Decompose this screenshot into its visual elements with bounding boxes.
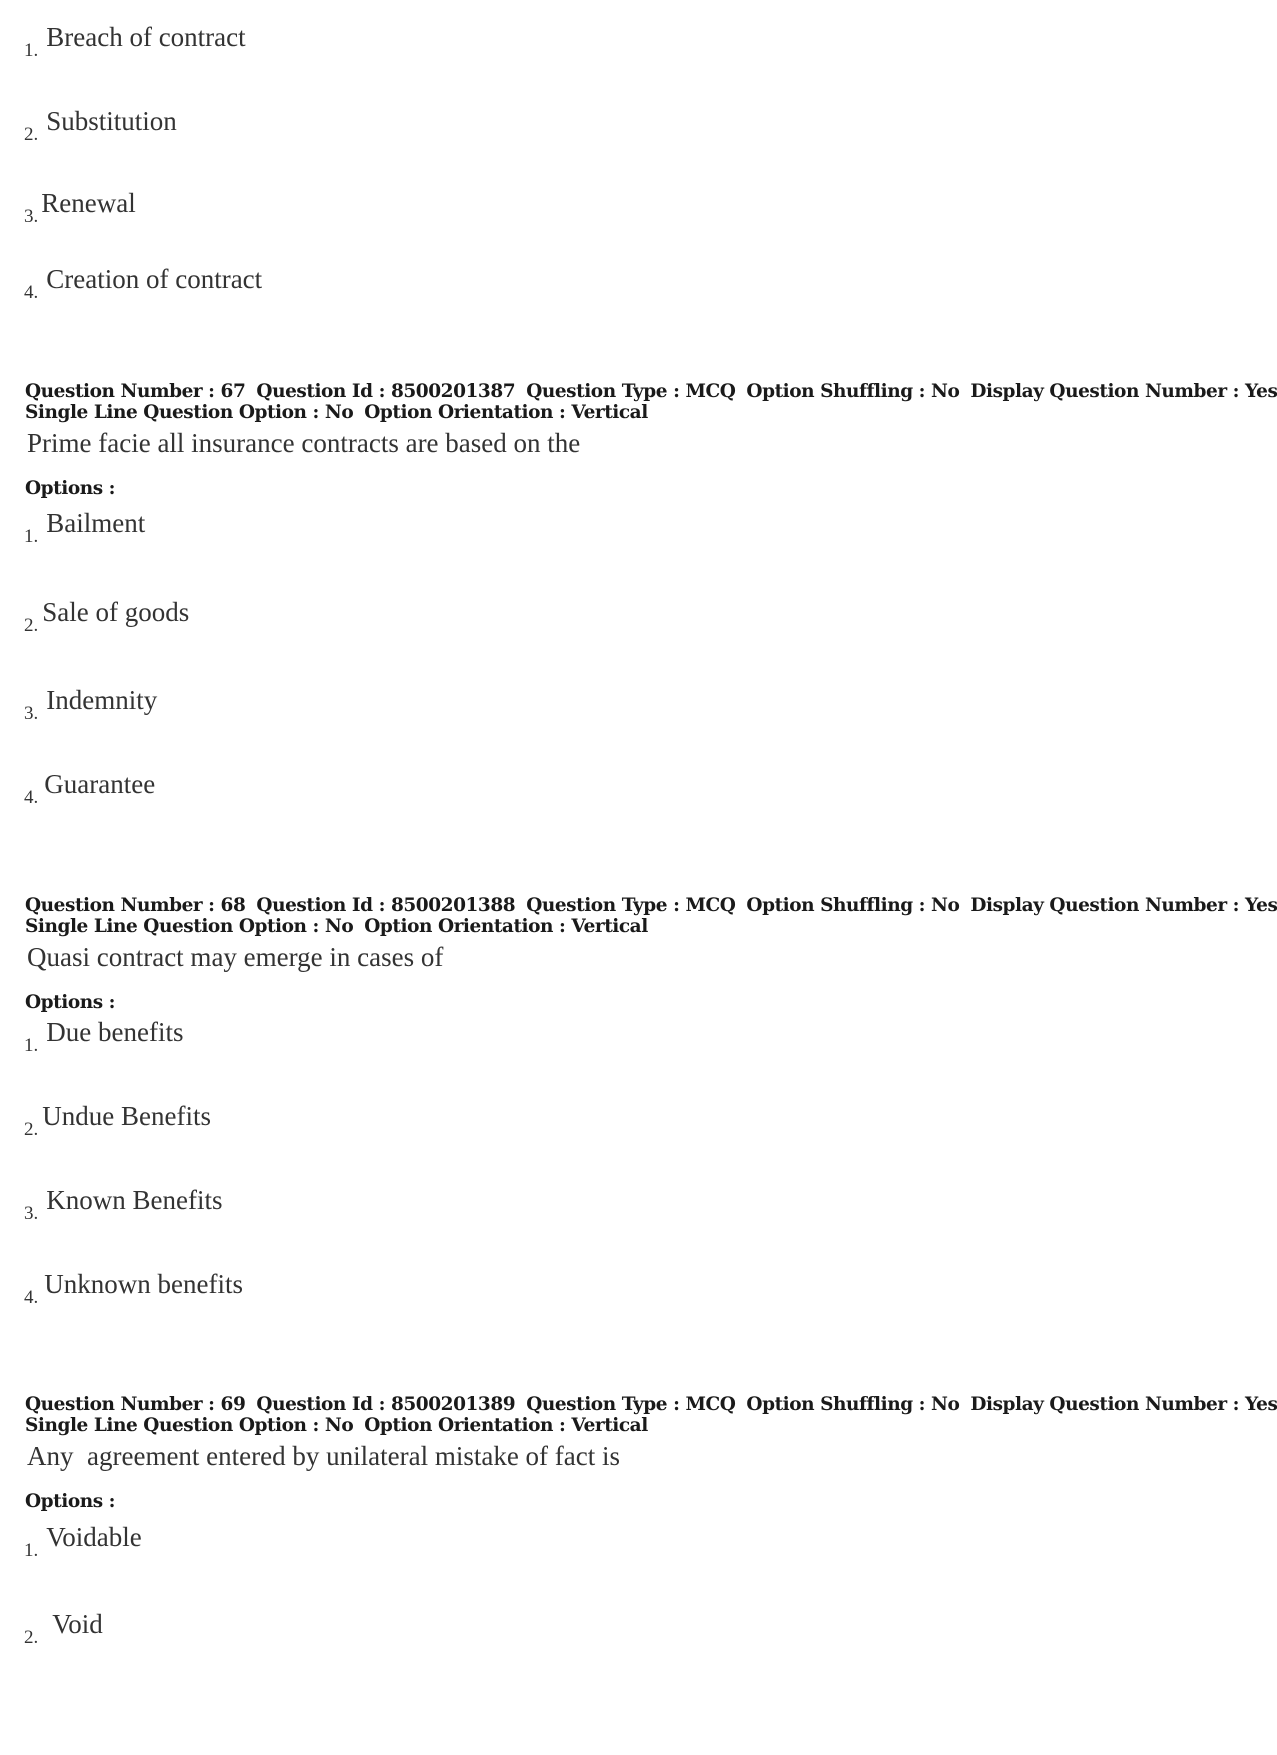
option-text: Voidable [46, 1522, 142, 1552]
options-label: Options : [25, 1491, 116, 1512]
option-text: Indemnity [46, 685, 158, 715]
option-item [24, 1522, 142, 1562]
question-text: Quasi contract may emerge in cases of [27, 942, 444, 972]
option-number: 4. [24, 787, 39, 808]
option-item [24, 1185, 222, 1225]
option-text: Known Benefits [46, 1185, 223, 1215]
option-item [24, 106, 177, 146]
option-number: 1. [24, 1035, 39, 1056]
question-meta-line-1 [25, 1394, 1277, 1415]
option-number: 2. [24, 1627, 39, 1648]
question-id: Question Id : 8500201388 [256, 895, 516, 916]
option-item [24, 1269, 243, 1309]
option-item [24, 1017, 183, 1057]
question-id: Question Id : 8500201387 [256, 381, 516, 402]
option-item [24, 685, 157, 725]
question-meta-line-2 [25, 916, 1277, 937]
single-line-question-option: Single Line Question Option : No [25, 916, 354, 937]
option-text: Sale of goods [42, 597, 190, 627]
option-text: Substitution [46, 106, 177, 136]
option-text: Due benefits [46, 1017, 184, 1047]
option-number: 1. [24, 1540, 39, 1561]
option-number: 1. [24, 40, 39, 61]
question-id: Question Id : 8500201389 [256, 1394, 516, 1415]
option-item [24, 1101, 211, 1141]
option-orientation: Option Orientation : Vertical [364, 916, 648, 937]
question-type: Question Type : MCQ [526, 895, 736, 916]
question-meta-line-2 [25, 1415, 1277, 1436]
option-item [24, 188, 136, 228]
option-shuffling: Option Shuffling : No [746, 895, 960, 916]
option-orientation: Option Orientation : Vertical [364, 402, 648, 423]
option-text: Creation of contract [46, 264, 263, 294]
option-number: 2. [24, 615, 39, 636]
options-label: Options : [25, 992, 116, 1013]
option-shuffling: Option Shuffling : No [746, 1394, 960, 1415]
option-item [24, 264, 262, 304]
question-meta [25, 381, 1277, 423]
option-text: Undue Benefits [42, 1101, 211, 1131]
option-text: Void [52, 1609, 103, 1639]
question-meta-line-1 [25, 895, 1277, 916]
options-label: Options : [25, 478, 116, 499]
option-item [24, 1609, 103, 1649]
option-number: 2. [24, 1119, 39, 1140]
option-number: 3. [24, 703, 39, 724]
option-number: 3. [24, 1203, 39, 1224]
question-meta [25, 1394, 1277, 1436]
option-number: 4. [24, 1287, 39, 1308]
question-text: Any agreement entered by unilateral mistake of fact is [27, 1441, 621, 1471]
display-question-number: Display Question Number : Yes [970, 895, 1277, 916]
option-item [24, 769, 155, 809]
question-type: Question Type : MCQ [526, 381, 736, 402]
option-number: 2. [24, 124, 39, 145]
option-text: Breach of contract [46, 22, 246, 52]
option-number: 4. [24, 282, 39, 303]
question-number: Question Number : 69 [25, 1394, 246, 1415]
question-number: Question Number : 68 [25, 895, 246, 916]
single-line-question-option: Single Line Question Option : No [25, 1415, 354, 1436]
option-text: Bailment [46, 508, 146, 538]
option-text: Guarantee [44, 769, 156, 799]
question-meta-line-1 [25, 381, 1277, 402]
option-shuffling: Option Shuffling : No [746, 381, 960, 402]
display-question-number: Display Question Number : Yes [970, 381, 1277, 402]
option-text: Renewal [41, 188, 136, 218]
option-text: Unknown benefits [44, 1269, 243, 1299]
display-question-number: Display Question Number : Yes [970, 1394, 1277, 1415]
option-item [24, 22, 246, 62]
option-number: 1. [24, 526, 39, 547]
question-type: Question Type : MCQ [526, 1394, 736, 1415]
option-orientation: Option Orientation : Vertical [364, 1415, 648, 1436]
option-item [24, 508, 145, 548]
question-number: Question Number : 67 [25, 381, 246, 402]
option-item [24, 597, 189, 637]
question-meta-line-2 [25, 402, 1277, 423]
question-text: Prime facie all insurance contracts are based on the [27, 428, 581, 458]
option-number: 3. [24, 206, 39, 227]
single-line-question-option: Single Line Question Option : No [25, 402, 354, 423]
question-meta [25, 895, 1277, 937]
